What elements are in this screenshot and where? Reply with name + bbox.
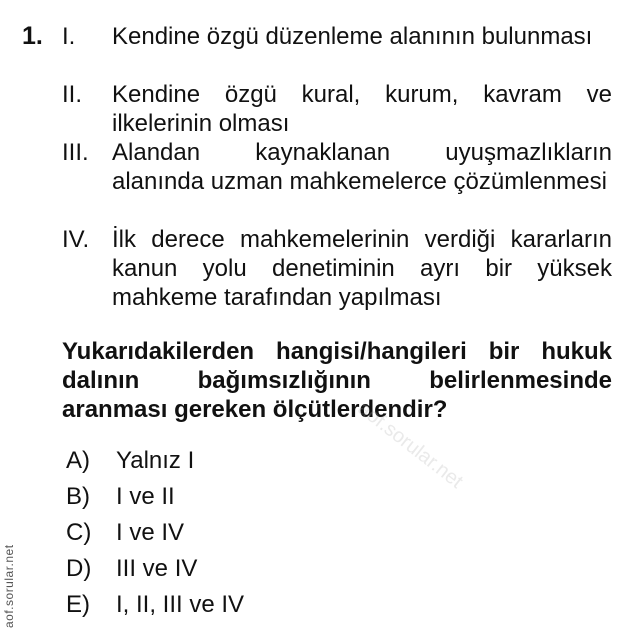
statement-roman-1: I. bbox=[62, 23, 76, 50]
option-b[interactable] bbox=[66, 482, 175, 511]
option-a-letter: A) bbox=[66, 447, 90, 474]
option-d[interactable] bbox=[66, 554, 197, 583]
option-d-text: III ve IV bbox=[116, 555, 198, 582]
statement-2 bbox=[62, 80, 612, 138]
option-b-text: I ve II bbox=[116, 483, 175, 510]
statement-text-3: Alandan kaynaklanan uyuşmazlıkların alanında uzman mahkemelerce çözümlenmesi bbox=[112, 139, 612, 195]
watermark-diagonal: aof.sorular.net bbox=[353, 397, 467, 493]
option-b-letter: B) bbox=[66, 483, 90, 510]
option-d-letter: D) bbox=[66, 555, 92, 582]
statement-3 bbox=[62, 138, 612, 196]
question-text: Yukarıdakilerden hangisi/hangileri bir hukuk dalının bağımsızlığının belirlenmesinde aranması gereken ölçütlerdendir? bbox=[62, 338, 612, 423]
question-number: 1. bbox=[22, 22, 43, 50]
statement-text-4: İlk derece mahkemelerinin verdiği kararların kanun yolu denetiminin ayrı bir yüksek mahkeme tarafından yapılması bbox=[112, 226, 612, 311]
option-c-letter: C) bbox=[66, 519, 92, 546]
option-e-text: I, II, III ve IV bbox=[116, 591, 245, 618]
option-c[interactable] bbox=[66, 518, 184, 547]
statement-text-2: Kendine özgü kural, kurum, kavram ve ilkelerinin olması bbox=[112, 81, 612, 137]
statement-roman-4: IV. bbox=[62, 226, 90, 253]
option-e-letter: E) bbox=[66, 591, 90, 618]
statement-roman-3: III. bbox=[62, 139, 89, 166]
watermark-side: aof.sorular.net bbox=[2, 544, 16, 628]
statement-roman-2: II. bbox=[62, 81, 83, 108]
option-e[interactable] bbox=[66, 590, 244, 619]
statement-1 bbox=[62, 22, 612, 51]
option-c-text: I ve IV bbox=[116, 519, 185, 546]
statement-4 bbox=[62, 225, 612, 312]
option-a-text: Yalnız I bbox=[116, 447, 195, 474]
option-a[interactable] bbox=[66, 446, 194, 475]
statement-text-1: Kendine özgü düzenleme alanının bulunması bbox=[112, 23, 593, 50]
